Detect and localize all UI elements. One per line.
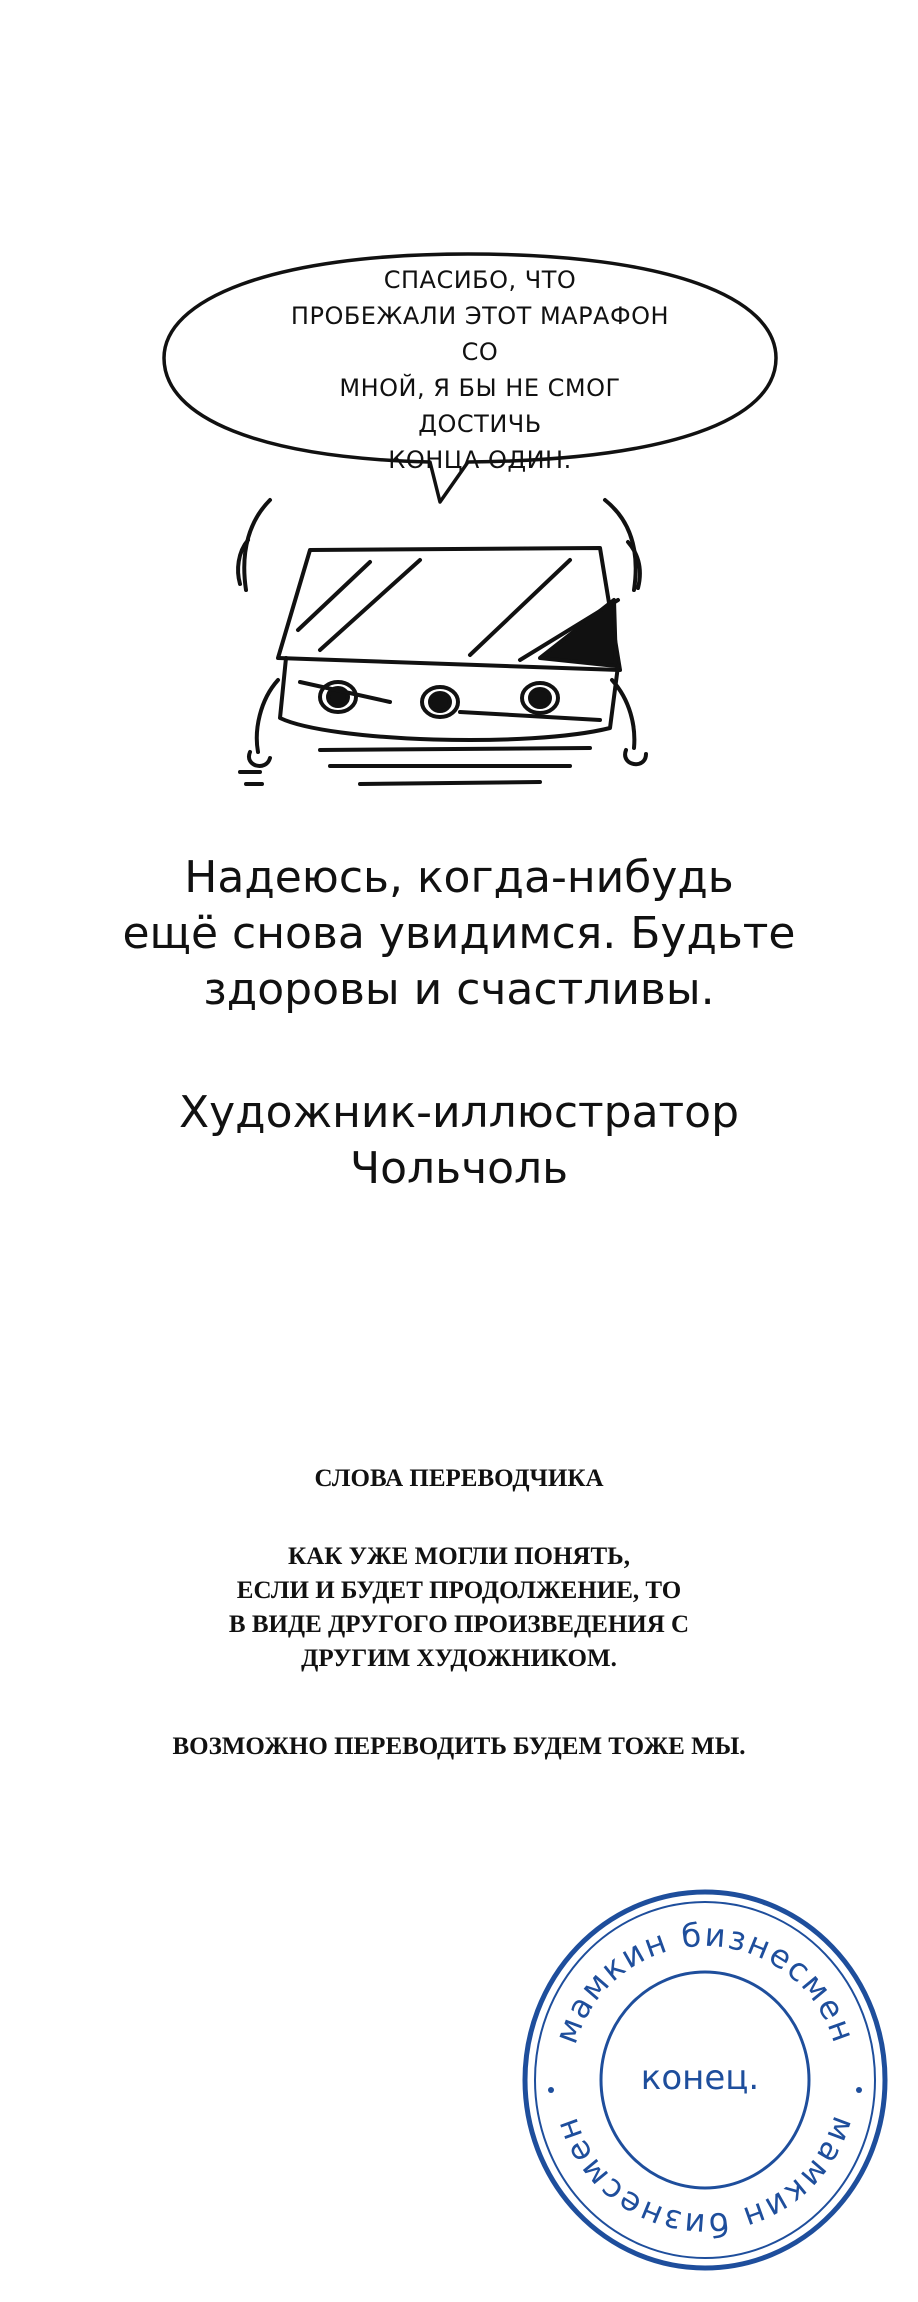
message-line: Надеюсь, когда-нибудь [184, 852, 734, 903]
stamp-center-text: конец. [640, 2058, 760, 2098]
speech-line: СПАСИБО, ЧТО [383, 266, 577, 294]
artist-credits [40, 1085, 878, 1197]
translator-notes-body [40, 1540, 878, 1676]
credit-role: Художник-иллюстратор [178, 1087, 740, 1138]
speech-line: КОНЦА ОДИН. [388, 446, 572, 474]
farewell-message [40, 850, 878, 1018]
translator-notes-heading [40, 1462, 878, 1496]
translator-notes-closing [40, 1730, 878, 1764]
notes-line: В ВИДЕ ДРУГОГО ПРОИЗВЕДЕНИЯ С [228, 1611, 690, 1638]
car-doodle [210, 480, 680, 810]
heading-text: СЛОВА ПЕРЕВОДЧИКА [314, 1465, 604, 1492]
message-line: ещё снова увидимся. Будьте [122, 908, 796, 959]
stamp-ring-bottom: мамкин бизнесмен [546, 2111, 864, 2245]
notes-line: ЕСЛИ И БУДЕТ ПРОДОЛЖЕНИЕ, ТО [236, 1577, 682, 1604]
speech-line: МНОЙ, Я БЫ НЕ СМОГ ДОСТИЧЬ [339, 374, 621, 438]
notes-line: ДРУГИМ ХУДОЖНИКОМ. [301, 1645, 617, 1672]
speech-line: ПРОБЕЖАЛИ ЭТОТ МАРАФОН СО [290, 302, 670, 366]
closing-text: ВОЗМОЖНО ПЕРЕВОДИТЬ БУДЕМ ТОЖЕ МЫ. [172, 1733, 746, 1760]
message-line: здоровы и счастливы. [203, 964, 715, 1015]
notes-line: КАК УЖЕ МОГЛИ ПОНЯТЬ, [288, 1543, 630, 1570]
svg-text:мамкин бизнесмен [547, 1916, 864, 2049]
stamp-ring-top: мамкин бизнесмен [546, 1915, 864, 2049]
svg-text:мамкин бизнесмен [547, 2112, 864, 2245]
credit-name: Чольчоль [349, 1143, 569, 1194]
speech-bubble-text [280, 262, 680, 478]
